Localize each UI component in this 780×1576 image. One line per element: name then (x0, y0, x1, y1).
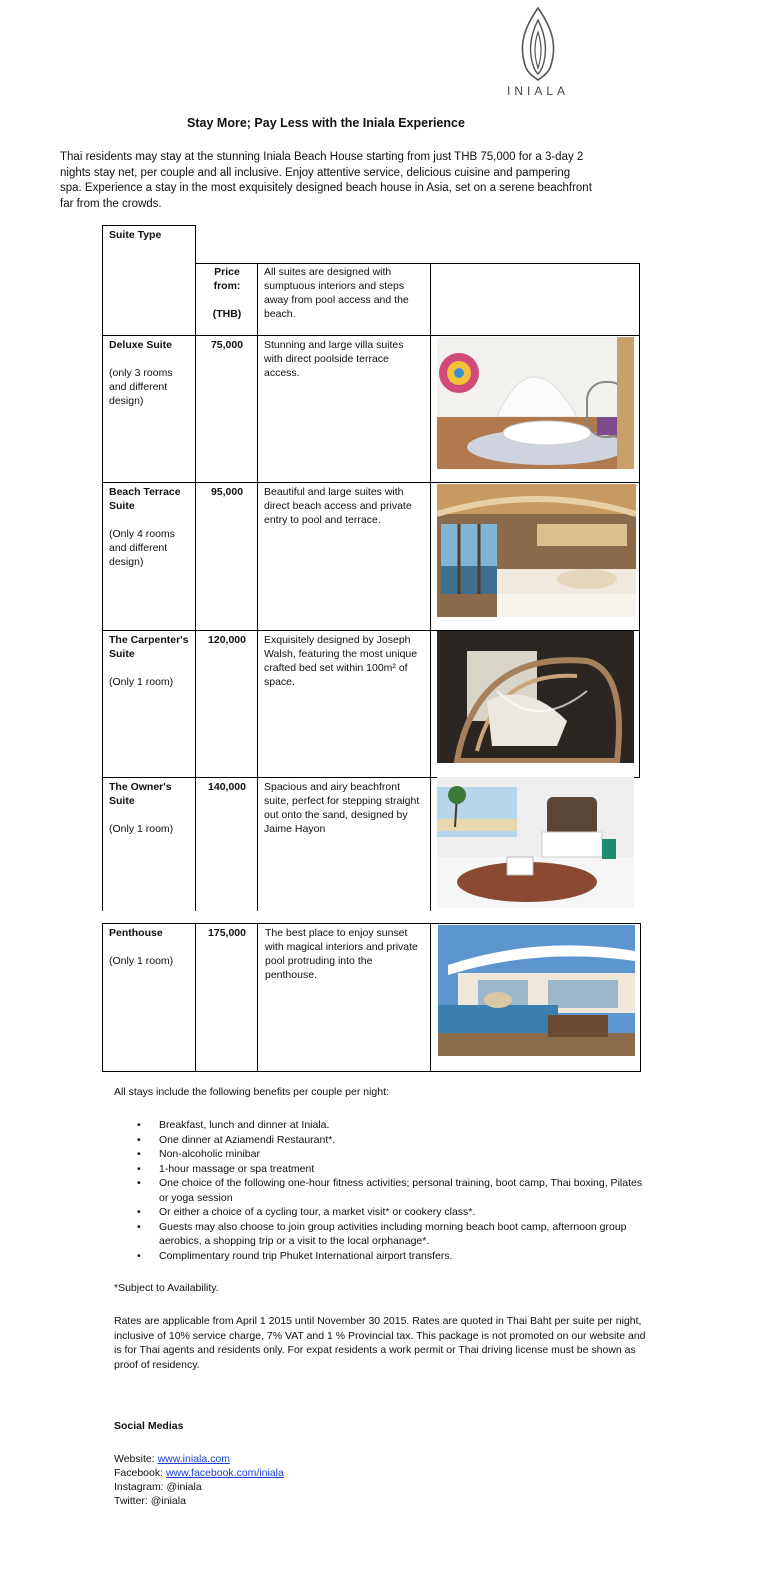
rates-paragraph: Rates are applicable from April 1 2015 until November 30 2015. Rates are quoted in Thai Baht per suite per night, inclusive of 10% service charge, 7% VAT and 1 % Provincial tax. This package is not promoted on our website and is for Thai agents and residents only. For expat residents a work permit or Thai driving license must be shown as proof of residency. (114, 1315, 646, 1371)
suite-rates-table (102, 225, 642, 1073)
brand-name: INIALA (506, 84, 569, 98)
header-suite-type: Suite Type (109, 229, 162, 241)
facebook-link[interactable]: www.facebook.com/iniala (165, 1467, 284, 1479)
benefits-intro: All stays include the following benefits per couple per night: (114, 1086, 389, 1098)
list-item: • 1-hour massage or spa treatment (159, 1162, 649, 1177)
list-item: • One choice of the following one-hour fitness activities; personal training, boot camp, Thai boxing, Pilates or yoga session (159, 1176, 649, 1205)
suite-name: Penthouse (109, 927, 163, 939)
iniala-logo (500, 6, 576, 100)
suite-name-cell (109, 485, 191, 569)
iniala-emblem-icon (516, 6, 560, 82)
suite-name-cell (109, 633, 191, 689)
website-link[interactable]: www.iniala.com (157, 1453, 230, 1465)
suite-price: 175,000 (208, 927, 246, 939)
social-block (114, 1452, 284, 1508)
header-price-line1: Price (214, 266, 240, 278)
list-item: • Guests may also choose to join group activities including morning beach boot camp, afternoon group aerobics, a shopping trip or a visit to the local orphanage*. (159, 1220, 649, 1249)
suite-description: Spacious and airy beachfront suite, perfect for stepping straight out onto the sand, designed by Jaime Hayon (264, 781, 420, 835)
suite-price: 75,000 (210, 339, 244, 351)
website-label: Website: (114, 1453, 158, 1465)
suite-note: (Only 1 room) (109, 823, 174, 835)
suite-price: 120,000 (208, 634, 246, 646)
list-item: • Breakfast, lunch and dinner at Iniala. (159, 1118, 649, 1133)
header-price-line2: from: (213, 280, 241, 292)
suite-name: The Owner's Suite (109, 781, 172, 807)
header-price-currency: (THB) (212, 308, 242, 320)
suite-name-cell (109, 338, 191, 408)
availability-note: *Subject to Availability. (114, 1282, 219, 1294)
benefits-list (159, 1118, 649, 1263)
suite-note: (Only 1 room) (109, 955, 174, 967)
suite-description: Beautiful and large suites with direct beach access and private entry to pool and terrace. (264, 486, 412, 526)
website-line (114, 1452, 284, 1466)
suite-name: The Carpenter's Suite (109, 634, 189, 660)
suite-description: The best place to enjoy sunset with magical interiors and private pool protruding into the penthouse. (265, 927, 418, 981)
suite-description: Exquisitely designed by Joseph Walsh, featuring the most unique crafted bed set within 100m² of space. (264, 634, 418, 688)
penthouse-photo (438, 925, 635, 1056)
suite-price: 95,000 (210, 486, 244, 498)
suite-note: (only 3 rooms and different design) (109, 367, 173, 407)
deluxe-suite-photo (437, 337, 634, 469)
suite-name: Beach Terrace Suite (109, 486, 181, 512)
beach-terrace-suite-photo (437, 484, 636, 617)
list-item: • Or either a choice of a cycling tour, a market visit* or cookery class*. (159, 1205, 649, 1220)
intro-paragraph: Thai residents may stay at the stunning Iniala Beach House starting from just THB 75,000 for a 3-day 2 nights stay net, per couple and all inclusive. Enjoy attentive service, delicious cuisine and pampering spa. Experience a stay in the most exquisitely designed beach house in Asia, set on a serene beachfront far from the crowds. (60, 151, 592, 210)
suite-description: Stunning and large villa suites with direct poolside terrace access. (264, 339, 404, 379)
list-item: • Non-alcoholic minibar (159, 1147, 649, 1162)
list-item: • Complimentary round trip Phuket International airport transfers. (159, 1249, 649, 1264)
suite-note: (Only 4 rooms and different design) (109, 528, 175, 568)
twitter-line: Twitter: @iniala (114, 1495, 186, 1507)
carpenters-suite-photo (437, 631, 634, 763)
owners-suite-photo (437, 777, 634, 908)
suite-price: 140,000 (208, 781, 246, 793)
suite-name: Deluxe Suite (109, 339, 173, 351)
suite-name-cell (109, 780, 191, 836)
list-item: • One dinner at Aziamendi Restaurant*. (159, 1133, 649, 1148)
facebook-line (114, 1466, 284, 1480)
social-heading: Social Medias (114, 1420, 184, 1432)
header-price (198, 265, 256, 321)
facebook-label: Facebook: (114, 1467, 166, 1479)
suite-name-cell (109, 926, 191, 968)
instagram-line: Instagram: @iniala (114, 1481, 202, 1493)
suite-note: (Only 1 room) (109, 676, 174, 688)
page-title: Stay More; Pay Less with the Iniala Experience (187, 116, 465, 130)
header-description: All suites are designed with sumptuous interiors and steps away from pool access and the beach. (264, 266, 409, 320)
